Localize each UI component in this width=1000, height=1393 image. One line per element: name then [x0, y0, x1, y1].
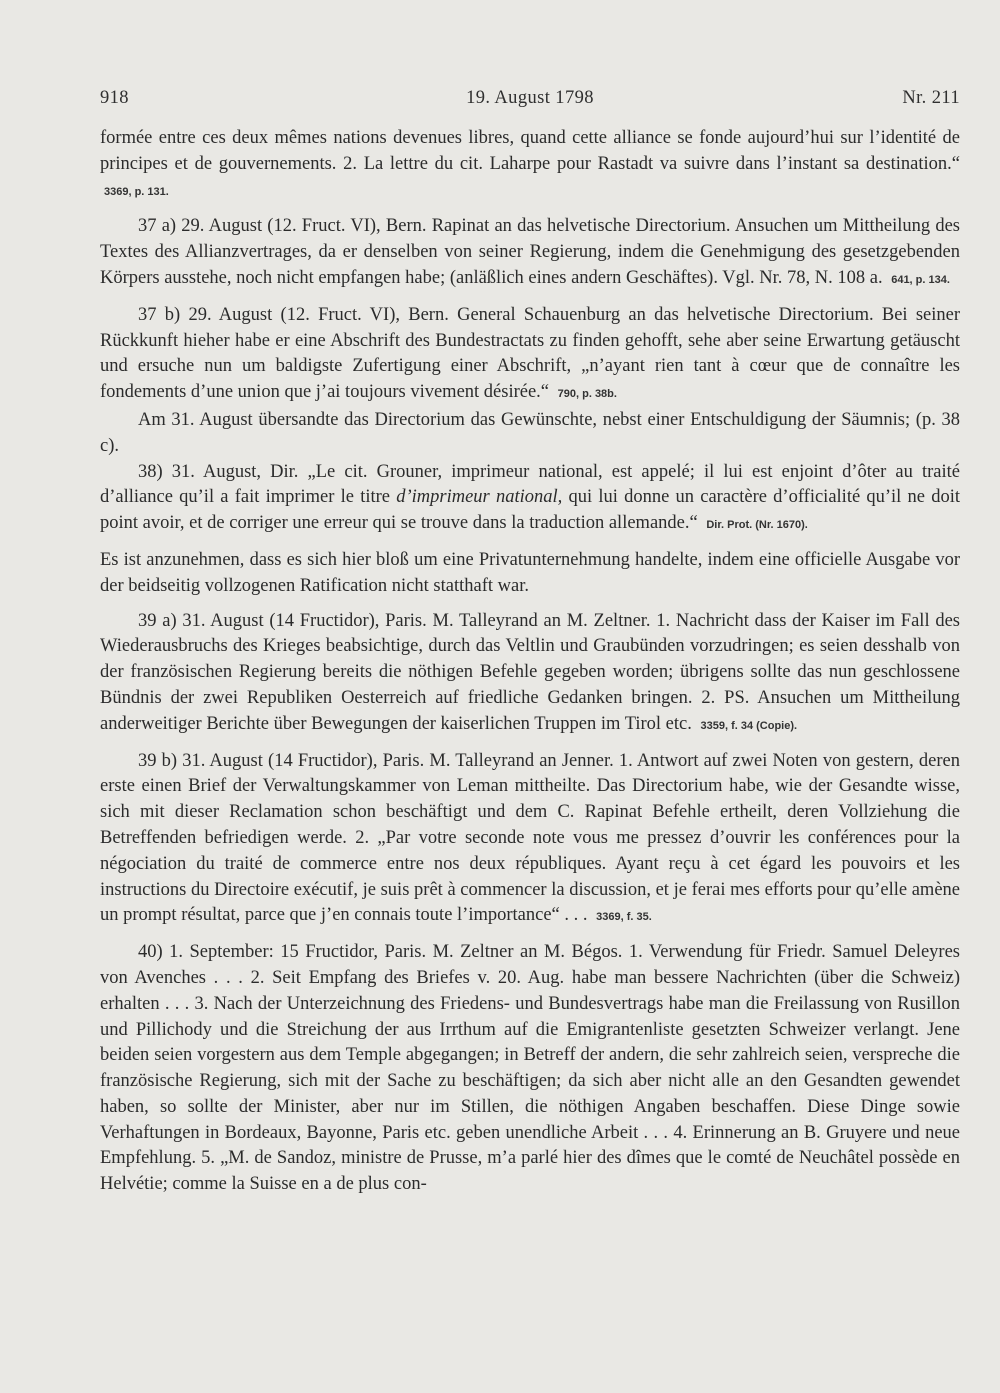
editorial-note	[100, 548, 960, 600]
entry-37a	[100, 214, 960, 293]
paragraph-text: 39 b) 31. August (14 Fructidor), Paris. M. Talleyrand an Jenner. 1. Antwort auf zwei Noten von gestern, deren erste einen Brief der Verwaltungskammer von Leman mittheilte. Das Directorium habe, wie der Gesandte wisse, sich mit dieser Reclamation schon beschäftigt und dem C. Rapinat Befehle ertheilt, deren Vollziehung die Betreffenden befriedigen werde. 2. „Par votre seconde note vous me pressez d’ouvrir les conférences pour la négociation du traité de commerce entre nos deux républiques. Ayant reçu à cet égard les pouvoirs et les instructions du Directoire exécutif, je suis prêt à commencer la discussion, et je ferai mes efforts pour qu’elle amène un prompt résultat, parce que j’en connais toute l’importance“ . . .	[100, 750, 960, 926]
source-reference: Dir. Prot. (Nr. 1670).	[706, 519, 808, 532]
entry-39a	[100, 609, 960, 740]
running-header	[100, 88, 960, 118]
entry-39b	[100, 749, 960, 932]
paragraph-text: 39 a) 31. August (14 Fructidor), Paris. M. Talleyrand an M. Zeltner. 1. Nachricht dass der Kaiser im Fall des Wiederausbruchs des Krieges beabsichtige, durch das Veltlin und Graubünden vorzudringen; es seien desshalb von der französischen Regierung bereits die nöthigen Befehle gegeben worden; übrigens sollte das nun geschlossene Bündnis der zwei Republiken Oesterreich auf friedliche Gedanken bringen. 2. PS. Ansuchen um Mittheilung anderweitiger Berichte über Bewegungen der kaiserlichen Truppen im Tirol etc.	[100, 610, 960, 734]
paragraph-text: 38) 31. August, Dir. „Le cit. Grouner, imprimeur national, est appelé; il lui est enjoint d’ôter au traité d’alliance qu’il a fait imprimer le titre	[100, 461, 960, 508]
source-reference: 3359, f. 34 (Copie).	[700, 719, 798, 732]
document-number: Nr. 211	[902, 88, 960, 108]
entry-37b	[100, 303, 960, 408]
entry-40	[100, 940, 960, 1198]
source-reference: 3369, p. 131.	[104, 185, 169, 198]
body-text	[100, 126, 960, 1198]
paragraph-text: Am 31. August übersandte das Directorium das Gewünschte, nebst einer Entschuldigung der Säumnis; (p. 38 c).	[100, 409, 960, 456]
paragraph-text: 37 b) 29. August (12. Fruct. VI), Bern. General Schauenburg an das helvetische Directorium. Bei seiner Rückkunft hieher habe er eine Abschrift des Bundestractats zu finden gehofft, sehe aber seine Erwartung getäuscht und ersuche nun um baldigste Zufertigung einer Abschrift, „n’ayant rien tant à cœur que de connaître les fondements d’une union que j’ai toujours vivement désirée.“	[100, 304, 960, 403]
paragraph-text: 37 a) 29. August (12. Fruct. VI), Bern. Rapinat an das helvetische Directorium. Ansuchen um Mittheilung des Textes des Allianzvertrages, da er denselben von seiner Regierung, indem die Genehmigung des gesetzgebenden Körpers ausstehe, noch nicht empfangen habe; (anläßlich eines andern Geschäftes). Vgl. Nr. 78, N. 108 a.	[100, 216, 960, 288]
source-reference: 3369, f. 35.	[596, 911, 652, 924]
paragraph-text: 40) 1. September: 15 Fructidor, Paris. M. Zeltner an M. Bégos. 1. Verwendung für Friedr. Samuel Deleyres von Avenches . . . 2. Seit Empfang des Briefes v. 20. Aug. habe man bessere Nachrichten (über die Schweiz) erhalten . . . 3. Nach der Unterzeichnung des Friedens- und Bundesvertrags habe man die Freilassung von Rusillon und Pillichody und die Streichung der aus Irrthum auf die Emigrantenliste gesetzten Schweizer verlangt. Jene beiden seien vorgestern aus dem Temple abgegangen; in Betreff der andern, die sehr zahlreich seien, verspreche die französische Regierung, sich mit der Sache zu beschäftigen; da sich aber nicht alle an den Gesandten gewendet haben, so sollte der Minister, aber nur im Stillen, die nöthigen Angaben beschaffen. Diese Dinge sowie Verhaftungen in Bordeaux, Bayonne, Paris etc. geben unendliche Arbeit . . . 4. Erinnerung an B. Gruyere und neue Empfehlung. 5. „M. de Sandoz, ministre de Prusse, m’a parlé hier des dîmes que le comté de Neuchâtel possède en Helvétie; comme la Suisse en a de plus con-	[100, 942, 960, 1195]
paragraph-text: formée entre ces deux mêmes nations devenues libres, quand cette alliance se fonde aujourd’hui sur l’identité de principes et de gouvernements. 2. La lettre du cit. Laharpe pour Rastadt va suivre dans l’instant sa destination.“	[100, 128, 960, 174]
paragraph-continuation	[100, 126, 960, 205]
header-date: 19. August 1798	[466, 88, 594, 108]
source-reference: 790, p. 38b.	[557, 388, 617, 401]
note-paragraph	[100, 408, 960, 460]
entry-38	[100, 460, 960, 539]
source-reference: 641, p. 134.	[891, 273, 950, 286]
emphasized-text: d’imprimeur national,	[396, 487, 563, 508]
page-number: 918	[100, 88, 129, 108]
paragraph-text: qui lui donne un caractère d’officialité qu’il ne doit point avoir, et de corriger une erreur qui se trouve dans la traduction allemande.“	[100, 487, 960, 534]
paragraph-text: Es ist anzunehmen, dass es sich hier bloß um eine Privatunternehmung handelte, indem eine officielle Ausgabe vor der beidseitig vollzogenen Ratification nicht statthaft war.	[100, 549, 960, 596]
